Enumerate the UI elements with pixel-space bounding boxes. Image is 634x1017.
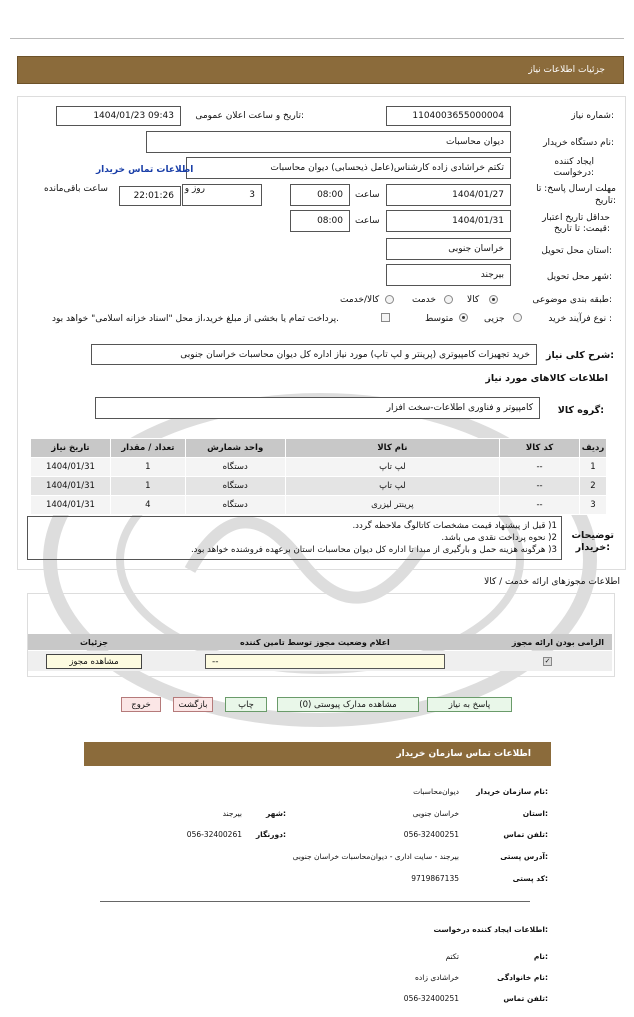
creator-phone: 056-32400251: [403, 994, 459, 1003]
contact-address: بیرجند - سایت اداری - دیوان‌محاسبات خراسان جنوبی: [292, 852, 459, 861]
table-row: [31, 496, 607, 515]
contact-header: اطلاعات تماس سازمان خریدار: [84, 742, 551, 766]
process-radio-minor[interactable]: [513, 313, 522, 322]
summary-field: خرید تجهیزات کامپیوتری (پرینتر و لپ تاپ) مورد نیاز اداره کل دیوان محاسبات خراسان جنوبی: [91, 344, 537, 365]
creator-name: تکتم: [445, 952, 459, 961]
province-field: خراسان جنوبی: [386, 238, 511, 260]
note-line: 3( هرگونه هزینه حمل و بارگیری از مبدا تا اداره کل دیوان محاسبات استان برعهده فروشنده خواهد بود.: [190, 545, 557, 555]
view-permit-button[interactable]: مشاهده مجوز: [46, 654, 142, 669]
buyer-org-label: نام دستگاه خریدار:: [543, 138, 614, 148]
items-table-header: [31, 439, 607, 458]
days-field: 3: [182, 184, 262, 206]
cell-row: 2: [579, 477, 606, 496]
contact-city: بیرجند: [222, 809, 242, 818]
process-radio-medium[interactable]: [459, 313, 468, 322]
validity-date-field: 1404/01/31: [386, 210, 511, 232]
deadline-time-label: ساعت: [355, 190, 380, 200]
deadline-time-field: 08:00: [290, 184, 350, 206]
announce-field: 1404/01/23 09:43: [56, 106, 181, 126]
table-row: [31, 477, 607, 496]
category-radio-service[interactable]: [444, 295, 453, 304]
back-button[interactable]: بازگشت: [173, 697, 213, 712]
contact-postal: 9719867135: [411, 874, 459, 883]
col-date: تاریخ نیاز: [31, 439, 111, 458]
print-button[interactable]: چاپ: [225, 697, 267, 712]
payment-checkbox[interactable]: [381, 313, 390, 322]
cell-code: --: [500, 477, 580, 496]
cell-date: 1404/01/31: [31, 496, 111, 515]
cell-qty: 1: [110, 458, 185, 477]
note-line: 2( نحوه پرداخت نقدی می باشد.: [441, 533, 557, 543]
need-number-label: شماره نیاز:: [571, 111, 614, 121]
province-label: استان محل تحویل:: [541, 246, 612, 256]
permit-col-status: اعلام وضعیت مجوز توسط تامین کننده: [240, 638, 390, 647]
category-option-service: خدمت: [412, 295, 436, 305]
col-unit: واحد شمارش: [185, 439, 285, 458]
validity-time-field: 08:00: [290, 210, 350, 232]
permit-required-checkbox: ✓: [544, 657, 551, 665]
top-rule: [10, 38, 624, 39]
deadline-label-1: مهلت ارسال پاسخ: تا: [536, 184, 616, 194]
col-row: ردیف: [579, 439, 606, 458]
creator-field: تکتم خراشادی زاده کارشناس(عامل ذیحسابی) دیوان محاسبات: [186, 157, 511, 179]
notes-box: [27, 516, 562, 560]
group-field: کامپیوتر و فناوری اطلاعات-سخت افزار: [95, 397, 540, 419]
contact-province: خراسان جنوبی: [412, 809, 459, 818]
cell-unit: دستگاه: [185, 458, 285, 477]
cell-row: 3: [579, 496, 606, 515]
cell-code: --: [500, 458, 580, 477]
remaining-time-field: 22:01:26: [119, 186, 181, 206]
permit-col-required: الزامی بودن ارائه مجوز: [511, 638, 604, 647]
contact-province-label: استان:: [522, 809, 548, 818]
process-option-minor: جزیی: [484, 314, 505, 324]
contact-info-link[interactable]: اطلاعات تماس خریدار: [96, 165, 194, 175]
notes-label-1: توضیحات: [571, 530, 614, 541]
cell-qty: 1: [110, 477, 185, 496]
contact-fax: 056-32400261: [186, 830, 242, 839]
contact-phone: 056-32400251: [403, 830, 459, 839]
creator-info-title: اطلاعات ایجاد کننده درخواست:: [433, 925, 548, 934]
cell-unit: دستگاه: [185, 496, 285, 515]
permit-status-field: --: [205, 654, 445, 669]
cell-name: لپ تاپ: [285, 477, 500, 496]
contact-org: دیوان‌محاسبات: [413, 787, 459, 796]
notes-label-2: خریدار:: [575, 542, 610, 553]
buyer-org-field: دیوان محاسبات: [146, 131, 511, 153]
goods-info-title: اطلاعات کالاهای مورد نیاز: [485, 373, 608, 384]
creator-label-1: ایجاد کننده: [554, 157, 594, 167]
days-label: روز و: [184, 184, 205, 194]
deadline-label-2: تاریخ:: [595, 196, 616, 206]
col-code: کد کالا: [500, 439, 580, 458]
items-table: [30, 438, 607, 515]
process-label: نوع فرآیند خرید :: [548, 314, 612, 324]
validity-label-2: قیمت: تا تاریخ:: [553, 224, 610, 234]
validity-label-1: حداقل تاریخ اعتبار: [542, 213, 610, 223]
col-name: نام کالا: [285, 439, 500, 458]
city-label: شهر محل تحویل:: [546, 272, 612, 282]
cell-date: 1404/01/31: [31, 458, 111, 477]
process-option-medium: متوسط: [425, 314, 454, 324]
cell-code: --: [500, 496, 580, 515]
deadline-date-field: 1404/01/27: [386, 184, 511, 206]
table-row: [31, 458, 607, 477]
creator-phone-label: تلفن تماس:: [503, 994, 548, 1003]
note-line: 1( قبل از پیشنهاد قیمت مشخصات کاتالوگ ملاحظه گردد.: [352, 521, 557, 531]
creator-label-2: درخواست:: [553, 168, 594, 178]
category-radio-both[interactable]: [385, 295, 394, 304]
col-qty: تعداد / مقدار: [110, 439, 185, 458]
permits-title: اطلاعات مجوزهای ارائه خدمت / کالا: [484, 577, 620, 587]
creator-family: خراشادی زاده: [415, 973, 459, 982]
reply-button[interactable]: پاسخ به نیاز: [427, 697, 512, 712]
category-option-both: کالا/خدمت: [340, 295, 380, 305]
city-field: بیرجند: [386, 264, 511, 286]
contact-fax-label: دورنگار:: [255, 830, 286, 839]
permit-col-details: جزئیات: [80, 638, 109, 647]
contact-divider: [100, 901, 530, 902]
contact-phone-label: تلفن تماس:: [503, 830, 548, 839]
page-header: جزئیات اطلاعات نیاز: [17, 56, 624, 84]
contact-postal-label: کد پستی:: [512, 874, 548, 883]
category-option-goods: کالا: [467, 295, 480, 305]
cell-date: 1404/01/31: [31, 477, 111, 496]
contact-org-label: نام سازمان خریدار:: [476, 787, 548, 796]
cell-name: لپ تاپ: [285, 458, 500, 477]
contact-address-label: آدرس پستی:: [500, 852, 548, 861]
need-number-field: 1104003655000004: [386, 106, 511, 126]
group-label: گروه کالا:: [557, 405, 604, 416]
payment-note: پرداخت تمام یا بخشی از مبلغ خرید،از محل "اسناد خزانه اسلامی" خواهد بود.: [52, 314, 340, 324]
cell-unit: دستگاه: [185, 477, 285, 496]
exit-button[interactable]: خروج: [121, 697, 161, 712]
creator-name-label: نام:: [533, 952, 548, 961]
category-radio-goods[interactable]: [489, 295, 498, 304]
category-label: طبقه بندی موضوعی:: [532, 295, 612, 305]
attachments-button[interactable]: مشاهده مدارک پیوستی (0): [277, 697, 419, 712]
remaining-label: ساعت باقی‌مانده: [44, 184, 108, 194]
summary-label: شرح کلی نیاز:: [545, 350, 614, 361]
validity-time-label: ساعت: [355, 216, 380, 226]
announce-label: تاریخ و ساعت اعلان عمومی:: [195, 111, 304, 121]
cell-name: پرینتر لیزری: [285, 496, 500, 515]
cell-row: 1: [579, 458, 606, 477]
creator-family-label: نام خانوادگی:: [497, 973, 548, 982]
contact-city-label: شهر:: [266, 809, 286, 818]
cell-qty: 4: [110, 496, 185, 515]
